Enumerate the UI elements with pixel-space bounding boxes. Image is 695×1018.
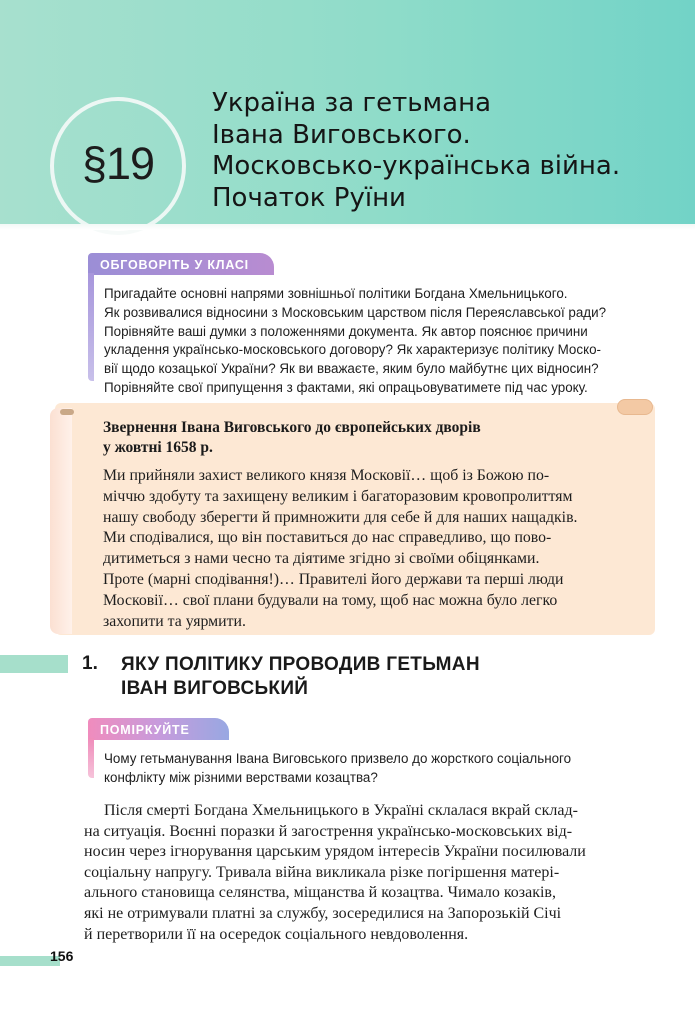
think-text	[104, 750, 571, 787]
document-line: Ми прийняли захист великого князя Московії… щоб із Божою по-	[103, 467, 550, 484]
think-label: ПОМІРКУЙТЕ	[88, 718, 229, 740]
main-paragraph	[84, 801, 644, 945]
paragraph-line: Після смерті Богдана Хмельницького в Україні склалася вкрай склад-	[104, 802, 578, 819]
discuss-line: Порівняйте свої припущення з фактами, які опрацьовуватимете під час уроку.	[104, 379, 588, 395]
document-title-line: у жовтні 1658 р.	[103, 439, 213, 456]
title-line: Московсько-українська війна.	[212, 151, 621, 181]
title-line: Початок Руїни	[212, 182, 406, 213]
discuss-line: укладення українсько-московського договору? Як характеризує політику Моско-	[104, 342, 601, 358]
document-line: міччю здобуту та захищену великим і багаторазовим кровопролиттям	[103, 487, 573, 505]
paragraph-line: соціальну напругу. Тривала війна викликала різке погіршення матері-	[84, 863, 560, 881]
title-line: Івана Виговського.	[212, 119, 471, 150]
discuss-line: Порівняйте ваші думки з положеннями документа. Як автор пояснює причини	[104, 323, 588, 339]
paragraph-line: які не отримували платні за службу, зосередилися на Запорозькій Січі	[84, 904, 562, 922]
paragraph-line: носин через ігнорування царським урядом інтересів України посилювали	[84, 843, 586, 861]
document-line: захопити та уярмити.	[103, 612, 246, 630]
paragraph-number: §19	[81, 138, 155, 189]
scroll-curl-icon	[60, 409, 74, 415]
title-line: Україна за гетьмана	[212, 88, 492, 118]
paragraph-line: ального становища селянства, міщанства й козацтва. Чимало козаків,	[84, 884, 556, 902]
document-line: Ми сподівалися, що він поставиться до нас справедливо, що пово-	[103, 529, 552, 547]
section-title-line: ІВАН ВИГОВСЬКИЙ	[121, 678, 309, 699]
section-title-line: ЯКУ ПОЛІТИКУ ПРОВОДИВ ГЕТЬМАН	[121, 654, 480, 675]
paragraph-line: на ситуація. Воєнні поразки й загострення українсько-московських від-	[84, 822, 573, 840]
scroll-roll-left-icon	[50, 408, 72, 634]
document-line: нашу свободу зберегти й примножити для себе й для наших нащадків.	[103, 508, 578, 526]
discuss-text	[104, 285, 644, 398]
chapter-header	[0, 0, 695, 226]
think-line: конфлікту між різними верствами козацтва?	[104, 769, 378, 785]
section-number: 1.	[82, 653, 98, 674]
paragraph-line: й перетворили її на осередок соціального невдоволення.	[84, 925, 469, 943]
scroll-curl-icon	[617, 399, 653, 415]
discuss-line: Як розвивалися відносини з Московським царством після Переяславської ради?	[104, 304, 607, 320]
discuss-side-bar	[88, 273, 94, 381]
document-line: Московії… свої плани будували на тому, щоб нас можна було легко	[103, 591, 558, 609]
discuss-line: Пригадайте основні напрями зовнішньої політики Богдана Хмельницького.	[104, 286, 568, 301]
document-title	[103, 418, 481, 458]
discuss-line: вії щодо козацької України? Як ви вважаєте, яким було майбутнє цих відносин?	[104, 361, 599, 377]
section-title	[121, 653, 480, 701]
page-number: 156	[50, 948, 74, 964]
chapter-title	[212, 88, 620, 214]
think-line: Чому гетьманування Івана Виговського призвело до жорсткого соціального	[104, 751, 572, 766]
think-side-bar	[88, 738, 94, 778]
document-line: дитиметься з нами чесно та діятиме згідно зі своїми обіцянками.	[103, 550, 540, 568]
discuss-label: ОБГОВОРІТЬ У КЛАСІ	[88, 253, 274, 275]
section-strip	[0, 655, 68, 673]
document-body	[103, 466, 648, 632]
document-line: Проте (марні сподівання!)… Правителі його держави та перші люди	[103, 570, 564, 588]
document-title-line: Звернення Івана Виговського до європейських дворів	[103, 419, 481, 436]
